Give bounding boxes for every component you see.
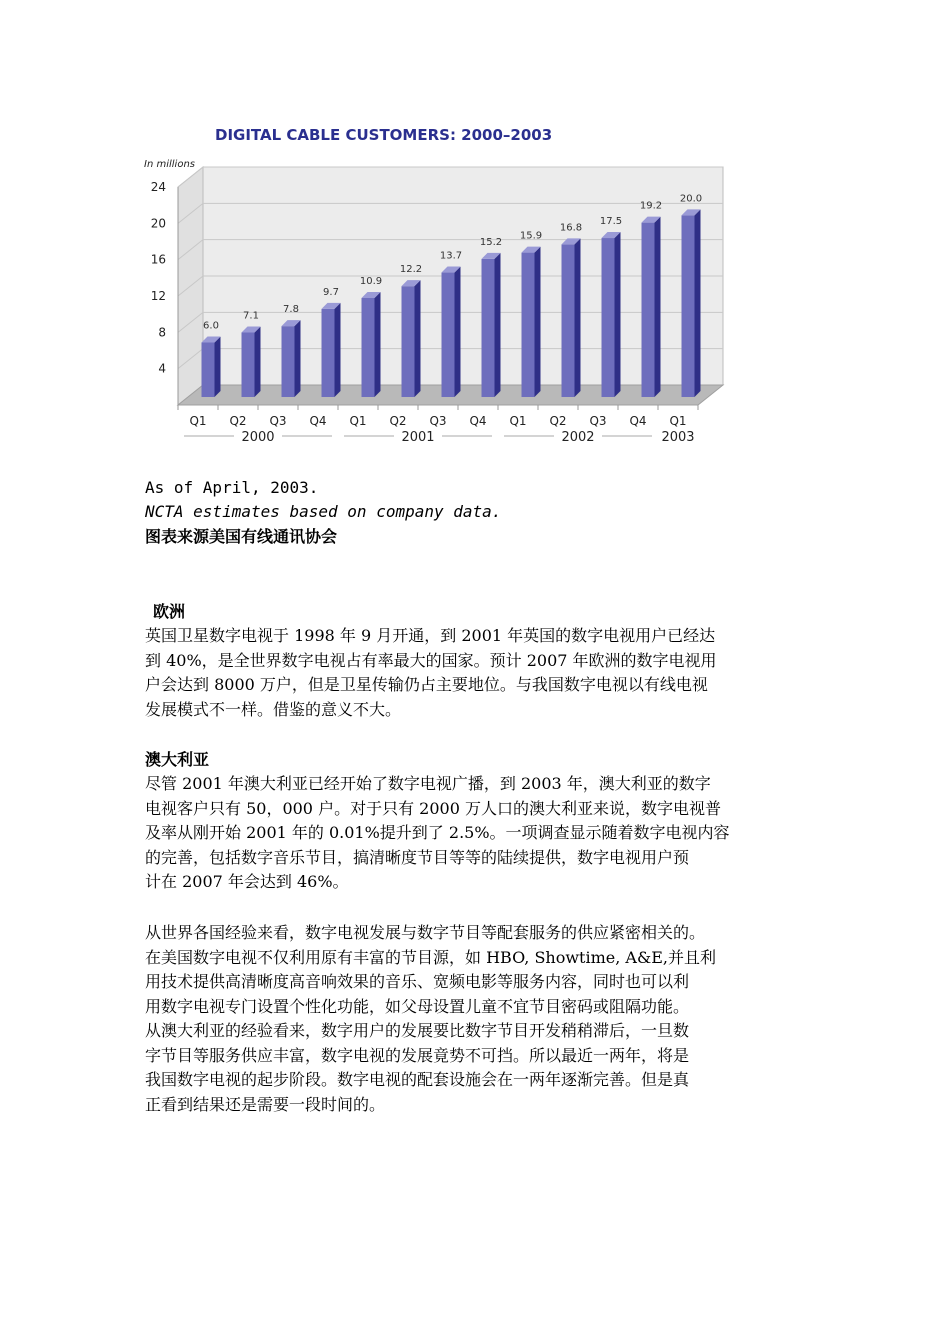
chart-x-tick-label: Q2: [229, 414, 247, 428]
chart-y-tick-label: 16: [150, 252, 166, 267]
chart-x-tick-label: Q1: [349, 414, 367, 428]
conclusion-line: 从世界各国经验来看，数字电视发展与数字节目等配套服务的供应紧密相关的。: [145, 923, 706, 942]
conclusion-line: 在美国数字电视不仅利用原有丰富的节目源，如 HBO, Showtime, A&E,并且利: [145, 947, 716, 967]
chart-bar-side: [575, 238, 581, 397]
chart-x-tick-label: Q4: [309, 414, 327, 428]
chart-bar-side: [415, 280, 421, 397]
caption-source-cn: 图表来源美国有线通讯协会: [145, 527, 338, 546]
chart-bar-side: [535, 247, 541, 397]
chart-data-label: 7.8: [283, 304, 299, 316]
chart-data-label: 10.9: [359, 275, 383, 287]
europe-line: 到 40%，是全世界数字电视占有率最大的国家。预计 2007 年欧洲的数字电视用: [145, 650, 717, 670]
chart-data-label: 15.2: [479, 236, 503, 248]
europe-line: 英国卫星数字电视于 1998 年 9 月开通，到 2001 年英国的数字电视用户已经达: [145, 626, 716, 645]
chart-bar-side: [455, 267, 461, 397]
chart-bar: [202, 343, 215, 398]
chart-data-label: 16.8: [559, 222, 583, 234]
chart-x-tick-label: Q4: [469, 414, 487, 428]
chart-bar-side: [655, 217, 661, 397]
chart-x-axis: [178, 405, 698, 445]
chart-data-label: 6.0: [203, 320, 219, 332]
conclusion-line: 我国数字电视的起步阶段。数字电视的配套设施会在一两年逐渐完善。但是真: [145, 1070, 690, 1089]
conclusion-line: 用数字电视专门设置个性化功能，如父母设置儿童不宜节目密码或阻隔功能。: [145, 996, 690, 1016]
chart-bar: [362, 298, 375, 397]
chart-bar: [442, 273, 455, 397]
chart-bar-side: [215, 337, 221, 398]
chart-y-tick-label: 20: [150, 216, 166, 231]
chart-x-tick-label: Q1: [669, 414, 687, 428]
chart-x-tick-label: Q3: [589, 414, 607, 428]
chart-bar: [242, 333, 255, 397]
conclusion-line: 从澳大利亚的经验看来，数字用户的发展要比数字节目开发稍稍滞后，一旦数: [145, 1021, 690, 1040]
chart-year-label: 2002: [561, 430, 595, 445]
section-title-australia: 澳大利亚: [145, 750, 210, 769]
chart-x-tick-label: Q3: [269, 414, 287, 428]
australia-line: 计在 2007 年会达到 46%。: [145, 872, 349, 891]
europe-line: 发展模式不一样。借鉴的意义不大。: [145, 699, 402, 719]
chart-y-tick-label: 24: [150, 180, 166, 194]
australia-line: 电视客户只有 50，000 户。对于只有 2000 万人口的澳大利亚来说，数字电视普: [145, 798, 721, 818]
conclusion-line: 用技术提供高清晰度高音响效果的音乐、宽频电影等服务内容，同时也可以利: [145, 972, 690, 991]
conclusion-line: 字节目等服务供应丰富，数字电视的发展竟势不可挡。所以最近一两年，将是: [145, 1045, 690, 1065]
chart-year-label: 2001: [401, 430, 435, 445]
chart-bar: [682, 215, 695, 397]
chart-data-label: 19.2: [639, 200, 663, 212]
chart-bar: [522, 253, 535, 397]
chart-data-label: 12.2: [399, 264, 423, 276]
chart-x-tick-label: Q2: [549, 414, 567, 428]
chart-bar-side: [695, 209, 701, 397]
chart-y-axis: [151, 180, 178, 405]
australia-paragraph: [145, 772, 825, 895]
chart-data-label: 9.7: [323, 286, 339, 298]
chart-data-label: 7.1: [243, 310, 259, 322]
chart-bar-side: [375, 292, 381, 397]
chart-bar: [602, 238, 615, 397]
chart-data-label: 20.0: [679, 193, 703, 205]
chart-x-tick-label: Q4: [629, 414, 647, 428]
chart-data-label: 15.9: [519, 230, 543, 242]
chart-bar-side: [615, 232, 621, 397]
chart-data-label: 17.5: [599, 216, 623, 228]
chart-year-label: 2000: [241, 430, 275, 445]
chart-bar-side: [335, 303, 341, 397]
chart-year-label: 2003: [661, 430, 695, 445]
chart-y-tick-label: 8: [158, 325, 166, 340]
europe-line: 户会达到 8000 万户，但是卫星传输仍占主要地位。与我国数字电视以有线电视: [145, 675, 708, 694]
chart-y-tick-label: 4: [158, 361, 166, 376]
chart-bar: [562, 244, 575, 397]
chart-bar: [322, 309, 335, 397]
chart-bar: [402, 286, 415, 397]
caption-source-note: NCTA estimates based on company data.: [145, 502, 502, 521]
chart-bar: [642, 223, 655, 397]
chart-x-tick-label: Q2: [389, 414, 407, 428]
chart-data-label: 13.7: [439, 250, 463, 262]
conclusion-paragraph: [145, 921, 825, 1117]
chart-bar-side: [295, 320, 301, 397]
australia-line: 尽管 2001 年澳大利亚已经开始了数字电视广播，到 2003 年，澳大利亚的数字: [145, 774, 711, 793]
chart-title: DIGITAL CABLE CUSTOMERS: 2000–2003: [215, 126, 553, 144]
chart-unit-label: In millions: [144, 159, 195, 170]
conclusion-line: 正看到结果还是需要一段时间的。: [145, 1094, 386, 1114]
europe-paragraph: [145, 624, 825, 722]
chart-x-tick-label: Q1: [189, 414, 207, 428]
chart-y-tick-label: 12: [150, 289, 166, 303]
chart-bar-side: [495, 253, 501, 397]
chart-bar-side: [255, 327, 261, 397]
chart-x-tick-label: Q3: [429, 414, 447, 428]
australia-line: 及率从刚开始 2001 年的 0.01%提升到了 2.5%。一项调查显示随着数字电视内容: [145, 823, 730, 842]
caption-date: As of April, 2003.: [145, 478, 319, 497]
chart-x-tick-label: Q1: [509, 414, 527, 428]
chart-bar: [282, 326, 295, 397]
chart-bar: [482, 259, 495, 397]
australia-line: 的完善，包括数字音乐节目，搞清晰度节目等等的陆续提供，数字电视用户预: [145, 847, 690, 867]
section-title-europe: 欧洲: [153, 602, 186, 621]
digital-cable-chart: [130, 115, 730, 460]
